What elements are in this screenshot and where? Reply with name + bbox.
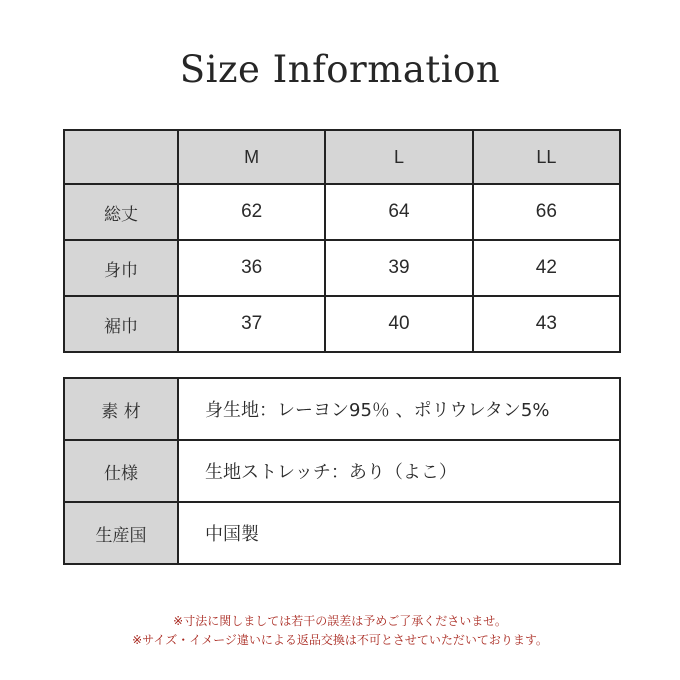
measurement-value: 36 <box>178 240 325 296</box>
measurement-value: 42 <box>473 240 620 296</box>
info-value: 身生地：レーヨン95％ 、ポリウレタン5% <box>178 378 620 440</box>
measurement-label: 身巾 <box>64 240 178 296</box>
size-column-header: LL <box>473 130 620 184</box>
page-title: Size Information <box>179 48 501 91</box>
info-value: 生地ストレッチ：あり（よこ） <box>178 440 620 502</box>
measurement-value: 37 <box>178 296 325 352</box>
info-label: 素 材 <box>64 378 178 440</box>
size-table <box>63 129 621 353</box>
info-label: 仕様 <box>64 440 178 502</box>
measurement-value: 39 <box>325 240 472 296</box>
size-column-header: M <box>178 130 325 184</box>
info-row-origin <box>64 502 620 564</box>
note-line: ※寸法に関しましては若干の誤差は予めご了承くださいませ。 <box>173 614 507 628</box>
info-row-spec <box>64 440 620 502</box>
size-table-corner-cell <box>64 130 178 184</box>
size-table-row <box>64 184 620 240</box>
size-table-header-row <box>64 130 620 184</box>
measurement-value: 62 <box>178 184 325 240</box>
note-line: ※サイズ・イメージ違いによる返品交換は不可とさせていただいております。 <box>132 633 548 647</box>
disclaimer-notes <box>0 612 680 650</box>
measurement-label: 裾巾 <box>64 296 178 352</box>
measurement-value: 66 <box>473 184 620 240</box>
measurement-value: 40 <box>325 296 472 352</box>
size-column-header: L <box>325 130 472 184</box>
info-label: 生産国 <box>64 502 178 564</box>
info-row-material <box>64 378 620 440</box>
size-table-row <box>64 240 620 296</box>
measurement-value: 43 <box>473 296 620 352</box>
size-table-row <box>64 296 620 352</box>
measurement-label: 総丈 <box>64 184 178 240</box>
measurement-value: 64 <box>325 184 472 240</box>
product-info-table <box>63 377 621 565</box>
info-value: 中国製 <box>178 502 620 564</box>
